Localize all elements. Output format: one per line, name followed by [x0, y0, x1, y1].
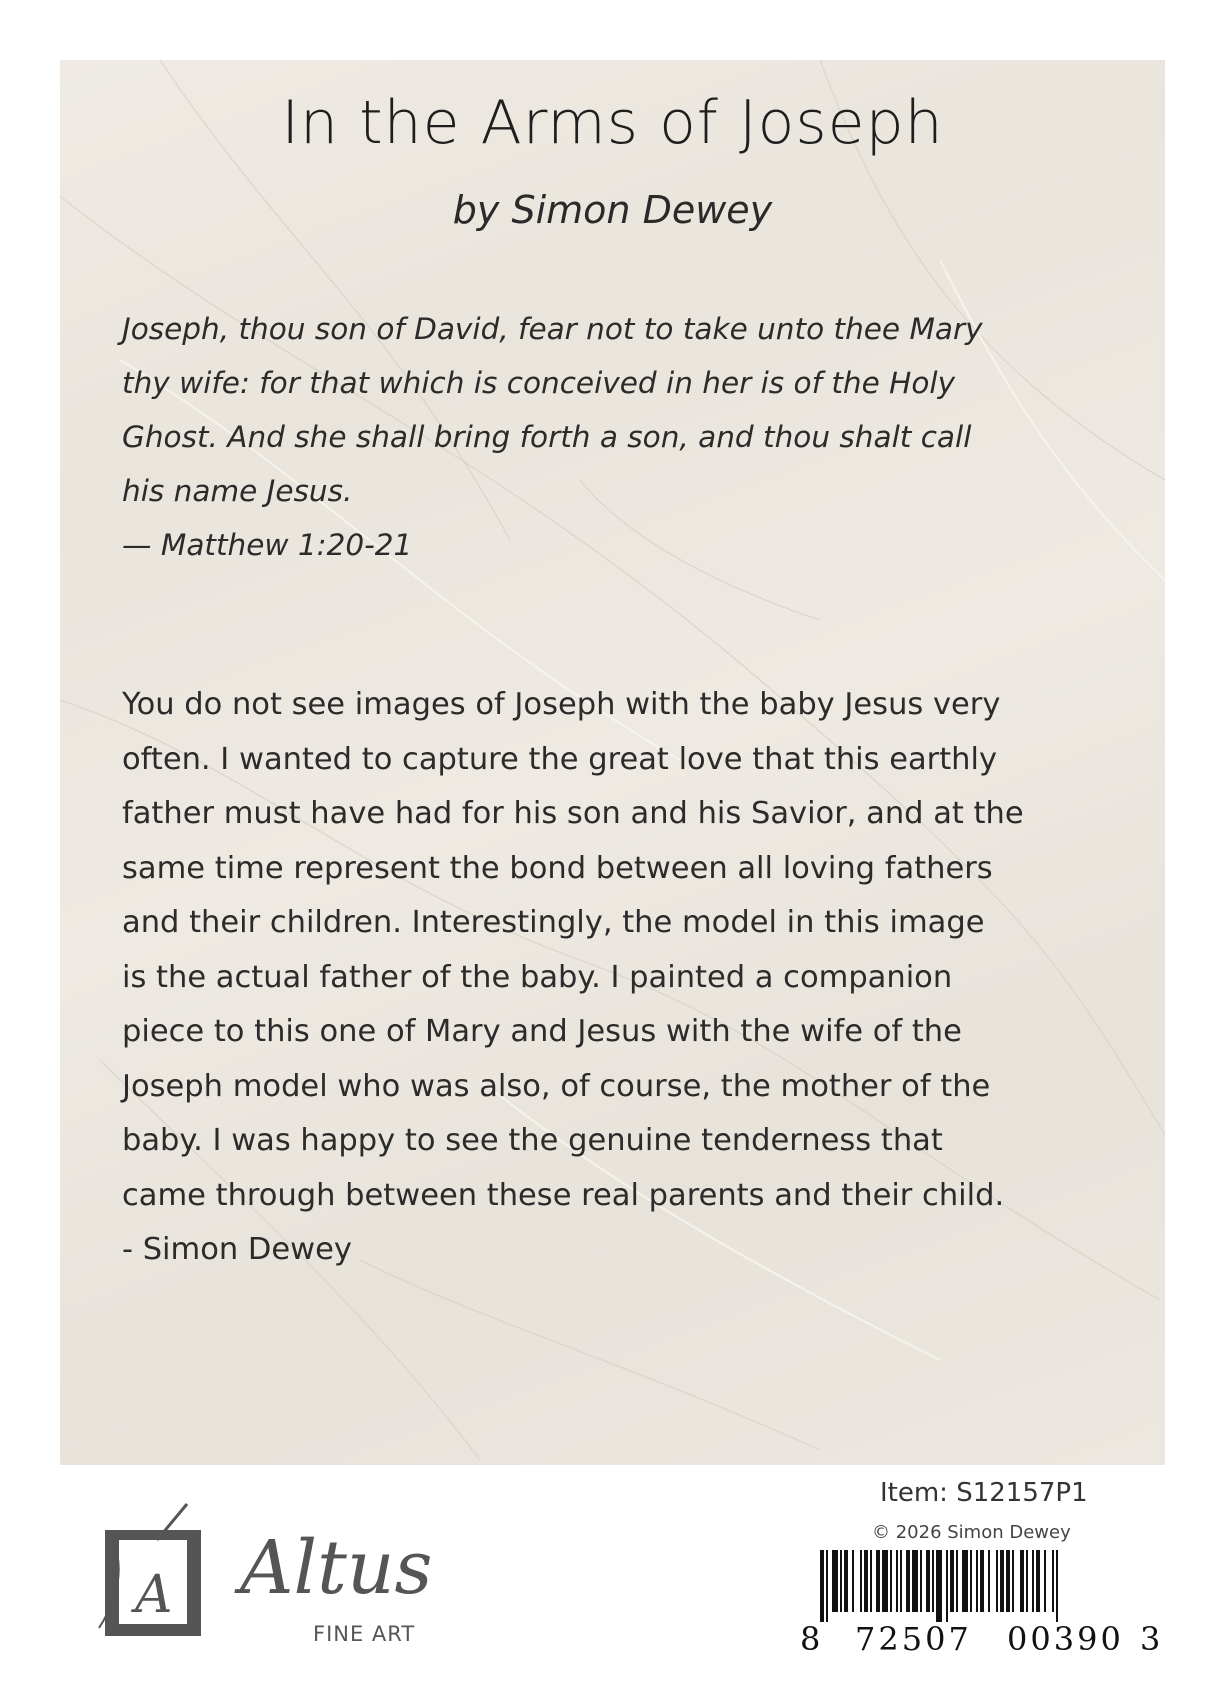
barcode-bar	[1026, 1550, 1028, 1612]
barcode-bar	[1052, 1550, 1054, 1612]
marble-panel	[60, 60, 1165, 1465]
barcode-bar	[1012, 1550, 1014, 1612]
barcode-bar	[860, 1550, 862, 1612]
barcode-bar	[852, 1550, 854, 1612]
logo-letter: A	[135, 1565, 173, 1625]
barcode	[800, 1550, 1160, 1622]
logo-wordmark: Altus	[240, 1525, 433, 1611]
body-line: same time represent the bond between all loving fathers	[122, 850, 993, 886]
barcode-bar	[1000, 1550, 1004, 1612]
body-line: and their children. Interestingly, the model in this image	[122, 905, 985, 940]
barcode-bar	[970, 1550, 972, 1612]
barcode-digits-group-2: 00390	[1007, 1620, 1124, 1658]
statement-signature: - Simon Dewey	[122, 1232, 352, 1267]
artist-statement	[122, 678, 1122, 1278]
artist-byline: by Simon Dewey	[452, 188, 773, 232]
barcode-bar	[988, 1550, 990, 1612]
barcode-bar	[956, 1550, 958, 1612]
barcode-digits-group-1: 72507	[855, 1620, 972, 1658]
quote-line: his name Jesus.	[122, 474, 353, 508]
barcode-bar	[950, 1550, 954, 1612]
barcode-bar	[912, 1550, 918, 1612]
barcode-bar	[1032, 1550, 1034, 1612]
quote-line: thy wife: for that which is conceived in her is of the Holy	[122, 366, 956, 400]
altus-logo-icon	[95, 1500, 235, 1640]
barcode-bar	[1020, 1550, 1024, 1612]
barcode-bar	[896, 1550, 898, 1612]
barcode-bar	[980, 1550, 984, 1612]
barcode-bar	[920, 1550, 922, 1612]
barcode-bar	[936, 1550, 942, 1622]
body-line: is the actual father of the baby. I painted a companion	[122, 959, 953, 995]
barcode-bar	[840, 1550, 842, 1612]
body-line: often. I wanted to capture the great love that this earthly	[122, 741, 998, 777]
barcode-bar	[826, 1550, 828, 1622]
barcode-bar	[906, 1550, 910, 1612]
barcode-bar	[946, 1550, 948, 1622]
barcode-bar	[962, 1550, 968, 1612]
item-number: Item: S12157P1	[880, 1478, 1088, 1508]
quote-citation: — Matthew 1:20-21	[122, 528, 413, 562]
barcode-bar	[1036, 1550, 1040, 1612]
barcode-bar	[876, 1550, 880, 1612]
body-line: baby. I was happy to see the genuine tenderness that	[122, 1123, 943, 1158]
barcode-bar	[932, 1550, 934, 1612]
body-line: piece to this one of Mary and Jesus with the wife of the	[122, 1014, 962, 1049]
barcode-bar	[844, 1550, 848, 1612]
barcode-digit-left: 8	[800, 1620, 821, 1658]
barcode-bar	[900, 1550, 902, 1612]
barcode-bar	[890, 1550, 892, 1612]
body-line: father must have had for his son and his Savior, and at the	[122, 796, 1024, 831]
barcode-bar	[976, 1550, 978, 1612]
quote-line: Ghost. And she shall bring forth a son, and thou shalt call	[122, 420, 972, 454]
body-line: You do not see images of Joseph with the baby Jesus very	[122, 687, 1001, 722]
page-title: In the Arms of Joseph	[281, 88, 944, 158]
copyright-notice: © 2026 Simon Dewey	[872, 1522, 1071, 1543]
body-line: Joseph model who was also, of course, the mother of the	[122, 1068, 991, 1104]
barcode-bar	[820, 1550, 824, 1622]
barcode-bar	[926, 1550, 930, 1612]
body-line: came through between these real parents and their child.	[122, 1177, 1005, 1213]
barcode-bar	[1044, 1550, 1046, 1612]
barcode-bar	[832, 1550, 838, 1612]
barcode-digit-right: 3	[1140, 1620, 1161, 1658]
logo-subtitle: FINE ART	[313, 1622, 416, 1646]
barcode-bar	[1056, 1550, 1058, 1622]
barcode-bar	[870, 1550, 872, 1612]
barcode-bar	[882, 1550, 888, 1612]
barcode-bar	[864, 1550, 868, 1612]
barcode-bar	[996, 1550, 998, 1612]
quote-line: Joseph, thou son of David, fear not to take unto thee Mary	[122, 312, 983, 346]
barcode-bar	[1006, 1550, 1010, 1612]
scripture-quote	[122, 302, 1122, 572]
